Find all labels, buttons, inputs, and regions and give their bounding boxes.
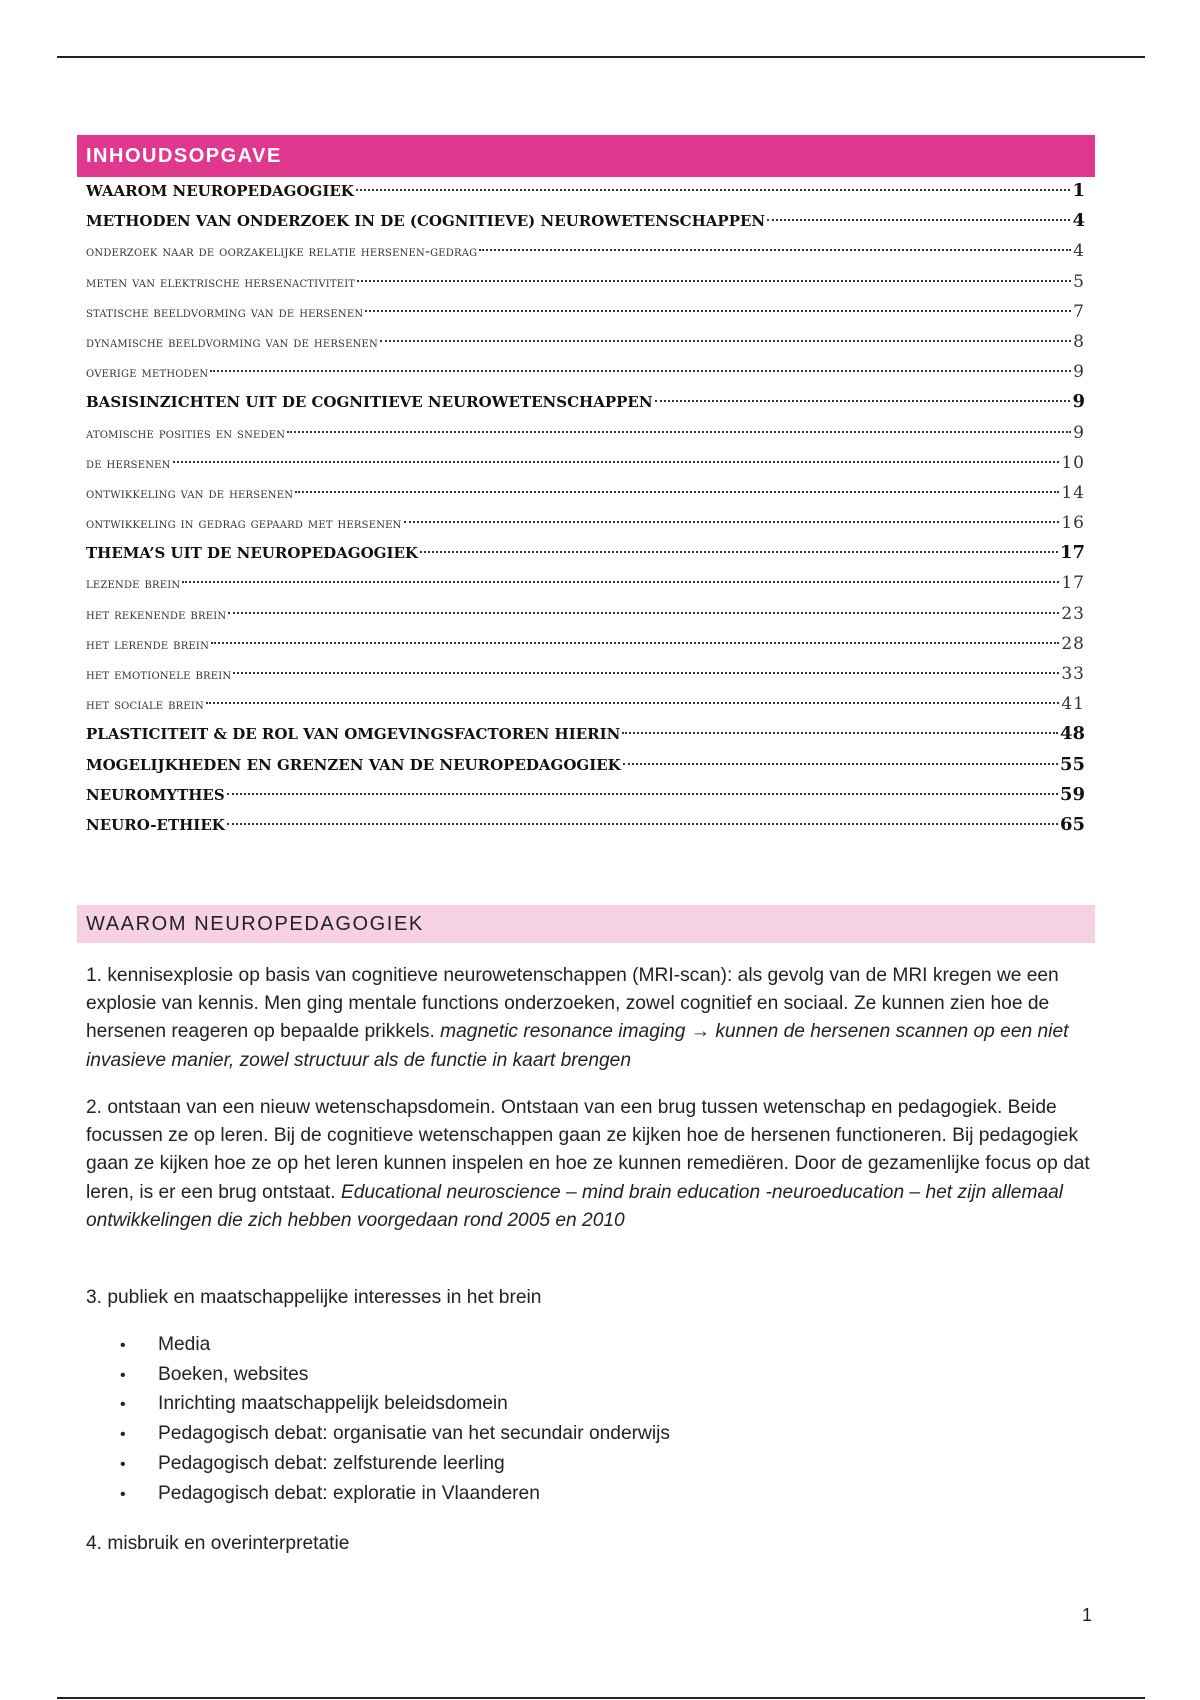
toc-dot-leader — [228, 612, 1059, 614]
toc-entry-title: NEURO-ETHIEK — [86, 815, 225, 834]
paragraph-1-text: 1. kennisexplosie op basis van cognitieve neurowetenschappen (MRI-scan): als gevolg van de MRI kregen we een explosie van kennis. Men ging mentale functions onderzoeken, zowel cognitief en sociaal. Ze kunnen zien hoe de hersenen reageren op bepaalde prikkels. — [86, 965, 1059, 1043]
toc-entry-page: 5 — [1073, 271, 1085, 292]
toc-entry[interactable] — [86, 659, 1085, 689]
toc-dot-leader — [767, 219, 1070, 221]
toc-entry[interactable] — [86, 629, 1085, 659]
toc-entry[interactable] — [86, 689, 1085, 719]
toc-entry-page: 23 — [1061, 603, 1085, 624]
toc-entry[interactable] — [86, 297, 1085, 327]
toc-dot-leader — [479, 249, 1071, 251]
toc-entry-page: 7 — [1073, 301, 1085, 322]
toc-entry-title: statische beeldvorming van de hersenen — [86, 304, 364, 321]
toc-entry-title: dynamische beeldvorming van de hersenen — [86, 334, 379, 351]
bullet-icon: • — [120, 1366, 126, 1384]
toc-entry[interactable] — [86, 568, 1085, 598]
toc-dot-leader — [357, 280, 1071, 282]
toc-entry-title: WAAROM NEUROPEDAGOGIEK — [86, 182, 354, 200]
page-number: 1 — [1081, 1605, 1092, 1625]
list-item — [120, 1361, 670, 1391]
section-heading — [77, 905, 1095, 943]
toc-entry-title: lezende brein — [86, 576, 181, 593]
bullet-icon: • — [120, 1396, 126, 1414]
toc-dot-leader — [210, 370, 1071, 372]
toc-entry[interactable] — [86, 508, 1085, 538]
toc-heading — [77, 135, 1095, 177]
toc-entry[interactable] — [86, 176, 1085, 206]
toc-entry-page: 48 — [1059, 723, 1085, 745]
toc-entry-page: 9 — [1072, 391, 1085, 413]
toc-entry[interactable] — [86, 418, 1085, 448]
toc-dot-leader — [622, 732, 1058, 734]
list-item — [120, 1420, 670, 1450]
toc-dot-leader — [227, 793, 1058, 795]
toc-dot-leader — [173, 461, 1060, 463]
toc-entry-page: 17 — [1061, 573, 1085, 594]
toc-entry-title: meten van elektrische hersenactiviteit — [86, 274, 356, 291]
toc-dot-leader — [420, 551, 1058, 553]
toc-entry-page: 9 — [1073, 422, 1085, 443]
paragraph-3 — [86, 1284, 1096, 1312]
toc-dot-leader — [182, 581, 1059, 583]
list-item-text: Inrichting maatschappelijk beleidsdomein — [158, 1393, 508, 1415]
toc-entry[interactable] — [86, 448, 1085, 478]
toc-entry[interactable] — [86, 327, 1085, 357]
top-rule — [57, 56, 1145, 58]
toc-entry-title: de hersenen — [86, 455, 171, 472]
toc-heading-text: INHOUDSOPGAVE — [86, 144, 282, 167]
toc-entry-title: BASISINZICHTEN UIT DE COGNITIEVE NEUROWETENSCHAPPEN — [86, 393, 653, 412]
toc-entry-page: 10 — [1061, 452, 1085, 473]
toc-entry-title: MOGELIJKHEDEN EN GRENZEN VAN DE NEUROPEDAGOGIEK — [86, 755, 621, 774]
toc-dot-leader — [211, 642, 1059, 644]
toc-dot-leader — [233, 672, 1059, 674]
paragraph-4-text: 4. misbruik en overinterpretatie — [86, 1533, 350, 1554]
toc-dot-leader — [287, 431, 1071, 433]
toc-entry-page: 28 — [1061, 633, 1085, 654]
paragraph-2-text: 2. ontstaan van een nieuw wetenschapsdomein. Ontstaan van een brug tussen wetenschap en pedagogiek. Beide focussen ze op leren. Bij de cognitieve wetenschappen gaan ze kijken hoe de hersenen functioneren. Bij pedagogiek gaan ze kijken hoe ze op het leren kunnen inspelen en hoe ze kunnen remediëren. Door de gezamenlijke focus op dat leren, is er een brug ontstaat. — [86, 1097, 1090, 1203]
list-item-text: Pedagogisch debat: zelfsturende leerling — [158, 1452, 505, 1474]
toc-entry-page: 4 — [1072, 210, 1085, 232]
list-item-text: Boeken, websites — [158, 1363, 309, 1385]
bullet-icon: • — [120, 1337, 126, 1354]
toc-entry[interactable] — [86, 206, 1085, 236]
toc-dot-leader — [227, 823, 1058, 825]
toc-dot-leader — [206, 702, 1059, 704]
table-of-contents — [86, 176, 1085, 840]
toc-entry-page: 17 — [1059, 542, 1085, 564]
bullet-icon: • — [120, 1485, 126, 1503]
toc-entry-page: 41 — [1061, 694, 1085, 715]
toc-entry-title: ontwikkeling van de hersenen — [86, 485, 294, 502]
toc-entry-page: 55 — [1059, 753, 1085, 775]
toc-entry-title: het sociale brein — [86, 697, 204, 714]
toc-entry[interactable] — [86, 357, 1085, 387]
toc-dot-leader — [356, 189, 1071, 191]
toc-entry-title: onderzoek naar de oorzakelijke relatie hersenen-gedrag — [86, 244, 478, 261]
toc-entry-page: 1 — [1072, 180, 1085, 201]
list-item — [120, 1450, 670, 1480]
toc-entry-title: NEUROMYTHES — [86, 785, 225, 804]
paragraph-2-italic: Educational neuroscience – mind brain education -neuroeducation – het zijn allemaal ontwikkelingen die zich hebben voorgedaan rond 2005 en 2010 — [86, 1181, 1064, 1231]
toc-entry-page: 4 — [1073, 241, 1085, 262]
toc-entry-title: PLASTICITEIT & DE ROL VAN OMGEVINGSFACTOREN HIERIN — [86, 725, 621, 744]
toc-dot-leader — [295, 491, 1059, 493]
bullet-list — [120, 1331, 670, 1509]
toc-entry[interactable] — [86, 478, 1085, 508]
toc-entry[interactable] — [86, 236, 1085, 266]
toc-entry-title: het rekenende brein — [86, 606, 227, 623]
toc-entry-title: ontwikkeling in gedrag gepaard met hersenen — [86, 516, 402, 533]
toc-entry[interactable] — [86, 750, 1085, 780]
toc-dot-leader — [365, 310, 1071, 312]
toc-entry[interactable] — [86, 538, 1085, 568]
toc-dot-leader — [655, 400, 1071, 402]
toc-entry-page: 65 — [1059, 813, 1085, 835]
toc-entry-title: THEMA’S UIT DE NEUROPEDAGOGIEK — [86, 544, 418, 563]
toc-entry-page: 59 — [1059, 783, 1085, 805]
bullet-icon: • — [120, 1426, 126, 1444]
toc-dot-leader — [380, 340, 1071, 342]
toc-entry-title: METHODEN VAN ONDERZOEK IN DE (COGNITIEVE) NEUROWETENSCHAPPEN — [86, 212, 766, 231]
list-item-text: Pedagogisch debat: organisatie van het secundair onderwijs — [158, 1423, 671, 1445]
list-item — [120, 1480, 670, 1510]
toc-entry-title: het emotionele brein — [86, 667, 232, 683]
list-item-text: Pedagogisch debat: exploratie in Vlaanderen — [158, 1482, 540, 1504]
toc-entry-title: overige methoden — [86, 365, 209, 382]
list-item-text: Media — [158, 1334, 211, 1355]
toc-dot-leader — [404, 521, 1060, 523]
toc-entry[interactable] — [86, 810, 1085, 840]
toc-entry-title: het lerende brein — [86, 636, 210, 653]
paragraph-3-text: 3. publiek en maatschappelijke interesses in het brein — [86, 1287, 542, 1308]
toc-entry[interactable] — [86, 387, 1085, 417]
bottom-rule — [57, 1697, 1145, 1699]
toc-entry[interactable] — [86, 599, 1085, 629]
toc-entry[interactable] — [86, 719, 1085, 749]
toc-entry-page: 9 — [1073, 362, 1085, 383]
toc-entry-page: 8 — [1073, 331, 1085, 352]
paragraph-4 — [86, 1530, 1096, 1558]
toc-entry-page: 14 — [1061, 482, 1085, 503]
paragraph-1 — [86, 962, 1096, 1075]
toc-entry-title: atomische posities en sneden — [86, 425, 286, 442]
paragraph-2 — [86, 1094, 1096, 1235]
toc-entry[interactable] — [86, 780, 1085, 810]
toc-dot-leader — [623, 763, 1058, 765]
paragraph-1-italic: magnetic resonance imaging → kunnen de hersenen scannen op een niet invasieve manier, zowel structuur als de functie in kaart brengen — [86, 1021, 1069, 1071]
list-item — [120, 1390, 670, 1420]
bullet-icon: • — [120, 1455, 126, 1473]
toc-entry[interactable] — [86, 267, 1085, 297]
list-item — [120, 1331, 670, 1361]
toc-entry-page: 16 — [1061, 513, 1085, 534]
toc-entry-page: 33 — [1061, 664, 1085, 684]
section-heading-text: WAAROM NEUROPEDAGOGIEK — [86, 912, 424, 935]
